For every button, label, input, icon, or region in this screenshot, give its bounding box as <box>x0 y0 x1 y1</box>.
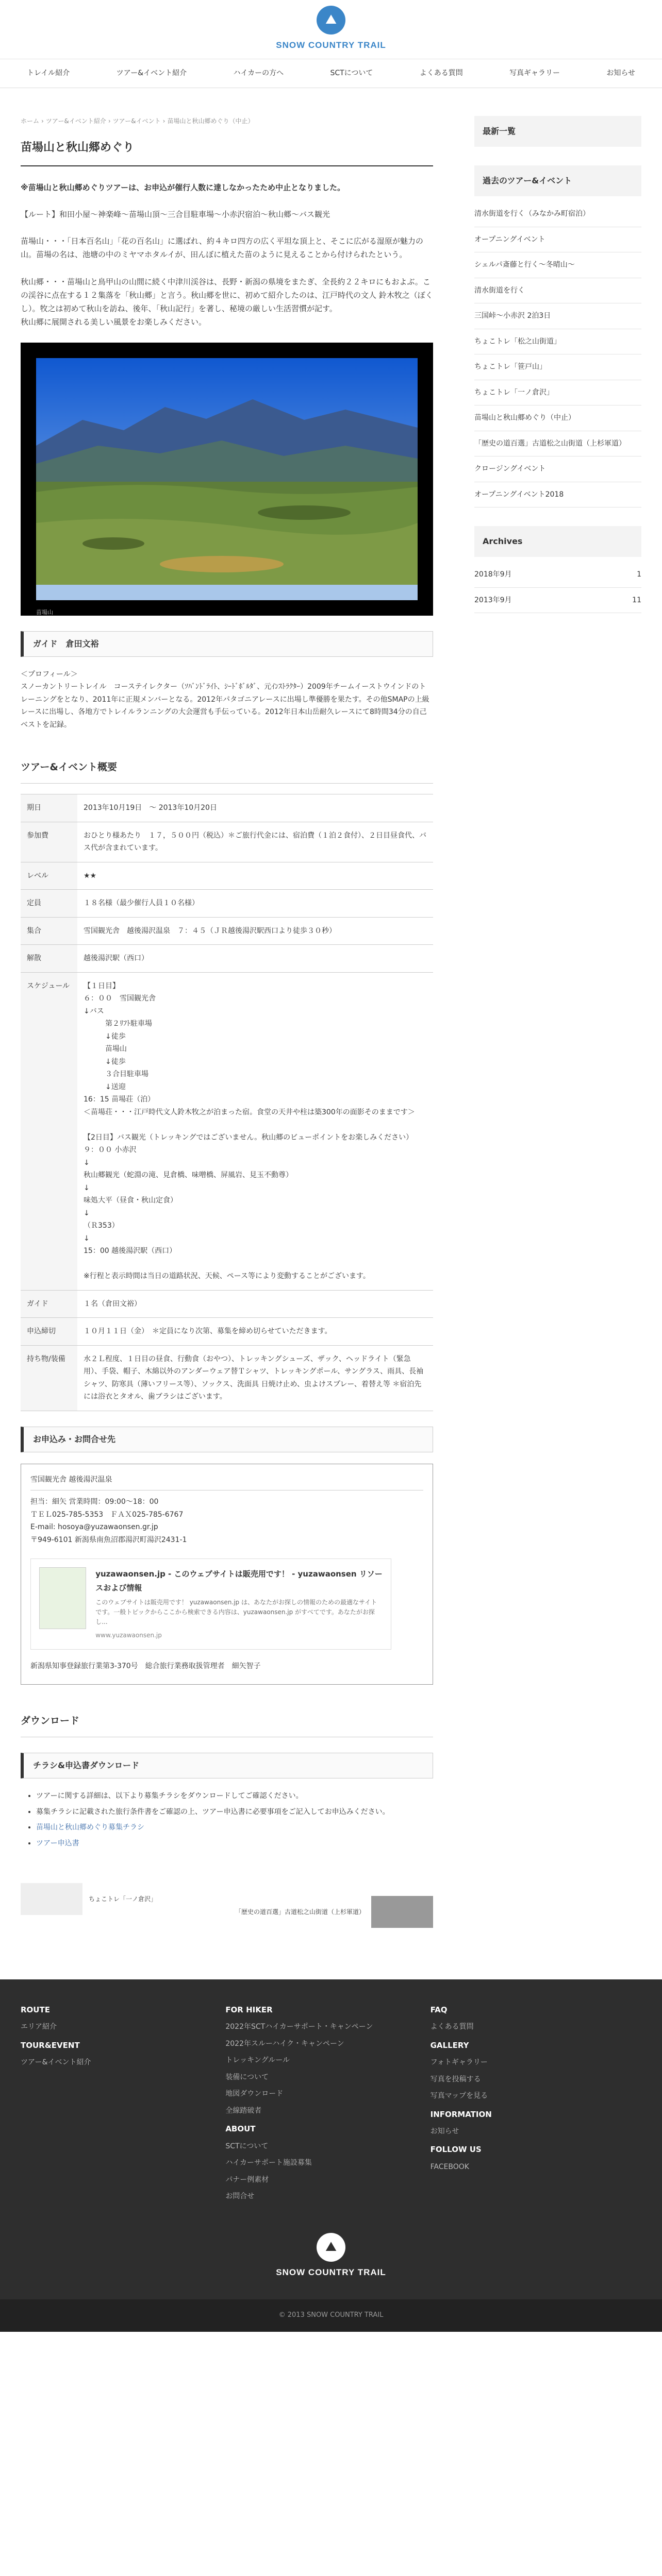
contact-org: 雪国観光舎 越後湯沢温泉 <box>30 1473 423 1491</box>
overview-value: ★★ <box>77 862 433 890</box>
footer-heading: INFORMATION <box>430 2109 492 2119</box>
breadcrumb-separator-icon: › <box>108 117 111 125</box>
page-title: 苗場山と秋山郷めぐり <box>21 138 433 166</box>
footer-heading: FOR HIKER <box>225 2005 273 2015</box>
footer-link[interactable]: 地図ダウンロード <box>225 2090 284 2098</box>
sidebar-past-item[interactable]: 三国峠～小赤沢 2泊3日 <box>474 303 641 329</box>
breadcrumb-item[interactable]: ツアー&イベント紹介 <box>45 117 106 125</box>
overview-key: スケジュール <box>21 972 77 1290</box>
overview-key: 期日 <box>21 794 77 822</box>
site-logo-icon[interactable]: ⛰ <box>317 6 345 35</box>
prev-post-thumbnail <box>21 1883 82 1915</box>
overview-key: 申込締切 <box>21 1318 77 1346</box>
next-post-thumbnail <box>371 1896 433 1928</box>
archive-month[interactable]: 2018年9月 <box>474 570 512 579</box>
photo-caption: 苗場山 <box>36 609 53 616</box>
breadcrumb-separator-icon: › <box>162 117 166 125</box>
footer-heading: TOUR&EVENT <box>21 2040 80 2050</box>
link-card-thumbnail <box>39 1567 86 1629</box>
sidebar-past-item[interactable]: ちょこトレ「笹戸山」 <box>474 354 641 380</box>
overview-row <box>21 972 433 1290</box>
sidebar <box>474 116 641 1969</box>
nav-item-0[interactable]: トレイル紹介 <box>27 69 70 78</box>
archive-count: 1 <box>637 570 641 579</box>
overview-row <box>21 1318 433 1346</box>
sidebar-past-item[interactable]: オープニングイベント <box>474 227 641 253</box>
nav-item-2[interactable]: ハイカーの方へ <box>233 69 284 78</box>
overview-row <box>21 1290 433 1318</box>
footer-heading: ABOUT <box>225 2124 256 2134</box>
footer-heading: ROUTE <box>21 2005 50 2015</box>
past-tours-heading: 過去のツアー&イベント <box>474 165 641 196</box>
sidebar-past-item[interactable]: 「歴史の道百選」古道松之山街道（上杉軍道） <box>474 431 641 457</box>
overview-row <box>21 1345 433 1411</box>
sidebar-past-item[interactable]: 清水街道を行く（みなかみ町宿泊） <box>474 201 641 227</box>
archives-heading: Archives <box>474 526 641 557</box>
archive-row[interactable] <box>474 562 641 588</box>
sidebar-past-item[interactable]: ちょこトレ「松之山街道」 <box>474 329 641 355</box>
route-text: 【ルート】和田小屋～神楽峰～苗場山頂～三合目駐車場～小赤沢宿泊～秋山郷～バス観光 <box>21 209 330 219</box>
nav-item-5[interactable]: 写真ギャラリー <box>509 69 560 78</box>
overview-row <box>21 917 433 945</box>
site-footer <box>0 1979 662 2332</box>
overview-key: 集合 <box>21 917 77 945</box>
overview-row <box>21 794 433 822</box>
footer-heading: FAQ <box>430 2005 448 2015</box>
sidebar-past-item[interactable]: ちょこトレ「一ノ倉沢」 <box>474 380 641 406</box>
footer-link[interactable]: 2022年スルーハイク・キャンペーン <box>225 2039 344 2048</box>
footer-link[interactable]: お問合せ <box>225 2192 255 2201</box>
archive-count: 11 <box>632 596 641 604</box>
nav-item-3[interactable]: SCTについて <box>330 69 373 78</box>
contact-line: E-mail: hosoya@yuzawaonsen.gr.jp <box>30 1523 158 1532</box>
overview-key: 定員 <box>21 890 77 918</box>
link-card-url[interactable]: www.yuzawaonsen.jp <box>95 1632 162 1639</box>
next-post-title: 「歴史の道百選」古道松之山街道（上杉軍道） <box>235 1908 365 1916</box>
download-subheading: チラシ&申込書ダウンロード <box>21 1753 433 1778</box>
footer-link[interactable]: ハイカーサポート施設募集 <box>225 2159 312 2167</box>
download-link[interactable]: ツアー申込書 <box>36 1839 79 1848</box>
footer-link[interactable]: フォトギャラリー <box>430 2058 488 2067</box>
license-text: 新潟県知事登録旅行業第3-370号 総合旅行業務取扱管理者 細矢智子 <box>30 1662 261 1671</box>
prev-post-title: ちょこトレ「一ノ倉沢」 <box>89 1895 157 1903</box>
prev-post-link[interactable] <box>21 1870 157 1928</box>
guide-heading: ガイド 倉田文裕 <box>21 631 433 657</box>
footer-column <box>431 1998 635 2207</box>
nav-item-6[interactable]: お知らせ <box>606 69 635 78</box>
overview-value: 越後湯沢駅（西口） <box>77 945 433 973</box>
download-item: • 募集チラシに記載された旅行条件書をご確認の上、ツアー申込書に必要事項をご記入してお申込みください。 <box>36 1806 433 1819</box>
contact-box <box>21 1464 433 1685</box>
post-navigation <box>21 1870 433 1928</box>
contact-line: 〒949-6101 新潟県南魚沼郡湯沢町湯沢2431-1 <box>30 1535 187 1544</box>
footer-logo[interactable] <box>0 2217 662 2300</box>
naeba-text: 苗場山・・・「日本百名山」「花の百名山」に選ばれ、約４キロ四方の広く平坦な頂上と、そこに広がる湿原が魅力の山。苗場の名は、池塘の中のミヤマホタルイが、田んぼに植えた苗のように見えることから付けられたという。 <box>21 236 423 260</box>
footer-link[interactable]: FACEBOOK <box>430 2162 469 2171</box>
overview-row <box>21 862 433 890</box>
overview-key: ガイド <box>21 1290 77 1318</box>
footer-link[interactable]: ツアー&イベント紹介 <box>21 2058 91 2067</box>
overview-key: 解散 <box>21 945 77 973</box>
footer-link[interactable]: 写真を投稿する <box>430 2075 481 2083</box>
link-card-title[interactable]: yuzawaonsen.jp - このウェブサイトは販売用です！ - yuzawaonsen リソースおよび情報 <box>95 1569 383 1592</box>
footer-heading: FOLLOW US <box>430 2145 482 2155</box>
footer-link[interactable]: エリア紹介 <box>21 2023 57 2031</box>
overview-table <box>21 794 433 1411</box>
overview-value: 2013年10月19日 ～ 2013年10月20日 <box>77 794 433 822</box>
nav-item-4[interactable]: よくある質問 <box>419 69 463 78</box>
copyright: © 2013 SNOW COUNTRY TRAIL <box>0 2299 662 2332</box>
overview-value: 【１日目】 ６：００ 雪国観光舎 ↓バス 第２ﾘﾌﾄ駐車場 ↓徒歩 苗場山 ↓徒歩 ３合目駐車場 ↓送迎 16：15 苗場荘（泊） ＜苗場荘・・・江戸時代文人鈴木牧之が泊まった宿。食堂の天井や柱は築300年の面影そのままです＞ 【2日目】バス観光（トレッキングではございません。秋山郷のビューポイントをお楽しみください） ９：００ 小赤沢 ↓ 秋山郷観光（蛇淵の滝、見倉橋、味噌橋、屏風岩、見玉不動尊） ↓ 味処大平（昼食・秋山定食） ↓ （Ｒ353） ↓ 15：00 越後湯沢駅（西口） ※行程と表示時間は当日の道路状況、天候、ペース等により変動することがございます。 <box>77 972 433 1290</box>
footer-link[interactable]: 2022年SCTハイカーサポート・キャンペーン <box>225 2023 373 2031</box>
archive-row[interactable] <box>474 588 641 614</box>
mountain-photo <box>21 343 433 616</box>
breadcrumb <box>21 116 433 127</box>
footer-link[interactable]: パナー例素材 <box>225 2175 269 2184</box>
overview-key: 持ち物/装備 <box>21 1345 77 1411</box>
contact-heading: お申込み・お問合せ先 <box>21 1427 433 1452</box>
contact-line: ＴＥＬ025-785-5353 ＦＡＸ025-785-6767 <box>30 1510 184 1519</box>
footer-link[interactable]: よくある質問 <box>430 2023 474 2031</box>
breadcrumb-item[interactable]: ツアー&イベント <box>112 117 161 125</box>
download-item <box>36 1821 433 1834</box>
sidebar-past-item[interactable]: オープニングイベント2018 <box>474 482 641 508</box>
overview-value: １０月１１日（金） ＊定員になり次第、募集を締め切らせていただきます。 <box>77 1318 433 1346</box>
akiyama-text: 秋山郷・・・苗場山と鳥甲山の山間に続く中津川渓谷は、長野・新潟の県境をまたぎ、全長約２２キロにもおよぶ。この渓谷に点在する１２集落を「秋山郷」と言う。秋山郷を世に、初めて紹介したのは、江戸時代の文人 鈴木牧之（ぼくし）。牧之は初めて秋山を訪ね、後年、「秋山記行」を著し、秘境の厳しい生活習慣が記す。 秋山郷に展開される美しい風景をお楽しみください。 <box>21 277 433 327</box>
cancel-notice: ※苗場山と秋山郷めぐりツアーは、お申込が催行人数に達しなかったため中止となりました。 <box>21 182 345 192</box>
download-item: • ツアーに関する詳細は、以下より募集チラシをダウンロードしてご確認ください。 <box>36 1790 433 1803</box>
overview-value: １８名様（最少催行人員１０名様） <box>77 890 433 918</box>
breadcrumb-item: 苗場山と秋山郷めぐり（中止） <box>167 117 254 125</box>
link-card[interactable] <box>30 1558 391 1650</box>
overview-key: レベル <box>21 862 77 890</box>
footer-column <box>21 1998 225 2207</box>
link-card-desc: このウェブサイトは販売用です！ yuzawaonsen.jp は、あなたがお探しの情報のための最適なサイトです。一般トピックからここから検索できる内容は、yuzawaonsen.jp がすべてです。あなたがお探し... <box>95 1598 377 1626</box>
footer-link[interactable]: SCTについて <box>225 2142 269 2150</box>
landscape-image <box>36 358 418 585</box>
guide-profile: ＜プロフィール＞ スノーカントリートレイル コーステイレクター（ｿﾊﾞﾝﾄﾞﾗｲﾄ、ｼｰﾄﾞﾎﾞﾙﾀﾞ、元ｲﾝｽﾄﾗｸﾀｰ）2009年チームイーストウインドのトレーニングをとなり、2011年に正規メンバーとなる。2012年パタゴニアレースに出場し準優勝を果たす。その他SMAPの上級レースに出場し、各地方でトレイルランニングの大会運営も手伝っている。2012年日本山岳耐久レースにて8時間34分の自己ベストを記録。 <box>21 670 429 729</box>
site-header <box>0 0 662 59</box>
footer-link[interactable]: 全線踏破者 <box>225 2106 262 2115</box>
download-list <box>36 1790 433 1850</box>
footer-link[interactable]: 写真マップを見る <box>430 2092 488 2100</box>
download-item <box>36 1837 433 1850</box>
sidebar-past-item[interactable]: クロージングイベント <box>474 456 641 482</box>
sidebar-past-item[interactable]: シェルパ斎藤と行く～冬晴山～ <box>474 252 641 278</box>
footer-column <box>225 1998 430 2207</box>
sidebar-past-item[interactable]: 苗場山と秋山郷めぐり（中止） <box>474 405 641 431</box>
overview-value: 雪国観光舎 越後湯沢温泉 ７：４５（ＪＲ越後湯沢駅西口より徒歩３０秒） <box>77 917 433 945</box>
download-link[interactable]: 苗場山と秋山郷めぐり募集チラシ <box>36 1823 144 1832</box>
overview-value: １名（倉田文裕） <box>77 1290 433 1318</box>
overview-row <box>21 890 433 918</box>
main-content <box>21 116 433 1969</box>
archive-month[interactable]: 2013年9月 <box>474 596 512 604</box>
contact-line: 担当：細矢 営業時間：09:00～18：00 <box>30 1498 159 1506</box>
overview-heading: ツアー&イベント概要 <box>21 752 433 784</box>
latest-heading[interactable]: 最新一覧 <box>474 116 641 147</box>
nav-item-1[interactable]: ツアー&イベント紹介 <box>116 69 187 78</box>
footer-link[interactable]: トレッキングルール <box>225 2056 290 2065</box>
sidebar-past-item[interactable]: 清水街道を行く <box>474 278 641 304</box>
footer-site-title: SNOW COUNTRY TRAIL <box>276 2267 386 2277</box>
site-title[interactable]: SNOW COUNTRY TRAIL <box>276 40 386 50</box>
global-nav <box>0 59 662 88</box>
overview-value: おひとり様あたり １７，５００円（税込）＊ご旅行代金には、宿泊費（１泊２食付）、２日目昼食代、バス代が含まれています。 <box>77 822 433 862</box>
footer-link[interactable]: お知らせ <box>430 2127 459 2136</box>
breadcrumb-item[interactable]: ホーム <box>21 117 40 125</box>
footer-heading: GALLERY <box>430 2040 469 2050</box>
overview-row <box>21 945 433 973</box>
breadcrumb-separator-icon: › <box>41 117 44 125</box>
overview-key: 参加費 <box>21 822 77 862</box>
download-heading: ダウンロード <box>21 1705 433 1737</box>
next-post-link[interactable] <box>235 1896 433 1928</box>
footer-logo-icon: ⛰ <box>317 2233 345 2262</box>
overview-value: 水２Ｌ程度、１日目の昼食、行動食（おやつ）、トレッキングシューズ、ザック、ヘッドライト（緊急用）、手袋、帽子、木綿以外のアンダーウェア替Ｔシャツ、トレッキングポール、サングラス、雨具、長袖シャツ、防寒具（薄いフリース等）、ソックス、洗面具 日焼け止め、虫よけスプレー、着替え等 ＊宿泊先には浴衣とタオル、歯ブラシはございます。 <box>77 1345 433 1411</box>
footer-link[interactable]: 装備について <box>225 2073 269 2081</box>
overview-row <box>21 822 433 862</box>
